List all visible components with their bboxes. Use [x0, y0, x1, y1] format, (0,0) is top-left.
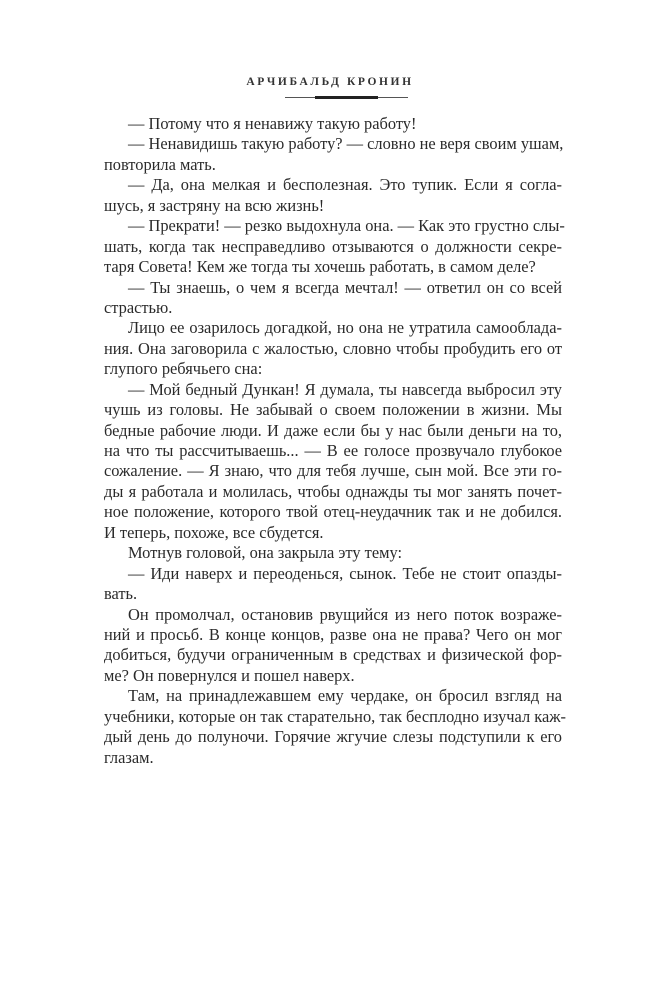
text-line: — Мой бедный Дункан! Я думала, ты навсегда выбросил эту	[128, 379, 562, 399]
text-line: ния. Она заговорила с жалостью, словно чтобы пробудить его от	[104, 338, 562, 358]
text-line: глазам.	[104, 747, 154, 767]
text-line: таря Совета! Кем же тогда ты хочешь работать, в самом деле?	[104, 257, 536, 277]
text-line: ме? Он повернулся и пошел наверх.	[104, 665, 355, 685]
text-line: — Прекрати! — резко выдохнула она. — Как это грустно слы-	[128, 216, 565, 236]
text-line: Лицо ее озарилось догадкой, но она не утратила самооблада-	[128, 318, 562, 338]
text-line: ний и просьб. В конце концов, разве она не права? Чего он мог	[104, 624, 562, 644]
text-line: сожаление. — Я знаю, что для тебя лучше, сын мой. Все эти го-	[104, 461, 562, 481]
header-rule-accent	[315, 96, 378, 99]
text-line: — Потому что я ненавижу такую работу!	[128, 114, 417, 133]
text-line: повторила мать.	[104, 154, 216, 174]
running-title: АРЧИБАЛЬД КРОНИН	[246, 76, 414, 88]
text-line: на что ты рассчитываешь... — В ее голосе прозвучало глубокое	[104, 441, 562, 460]
text-line: Он промолчал, остановив рвущийся из него поток возраже-	[128, 604, 562, 624]
text-line: — Ты знаешь, о чем я всегда мечтал! — ответил он со всей	[128, 277, 562, 297]
text-line: Мотнув головой, она закрыла эту тему:	[128, 543, 402, 563]
text-line: страстью.	[104, 297, 173, 317]
text-line: дый день до полуночи. Горячие жгучие слезы подступили к его	[104, 727, 562, 747]
text-line: шать, когда так несправедливо отзываются о должности секре-	[104, 236, 562, 256]
text-line: ды я работала и молилась, чтобы однажды ты мог занять почет-	[104, 481, 562, 501]
text-line: И теперь, похоже, все сбудется.	[104, 522, 324, 542]
text-line: глупого ребячьего сна:	[104, 359, 263, 379]
text-line: — Ненавидишь такую работу? — словно не веря своим ушам,	[128, 134, 564, 154]
text-line: бедные рабочие люди. И даже если бы у нас были деньги на то,	[104, 420, 562, 440]
text-line: — Да, она мелкая и бесполезная. Это тупик. Если я согла-	[128, 175, 562, 195]
text-line: вать.	[104, 584, 138, 604]
text-line: — Иди наверх и переоденься, сынок. Тебе не стоит опазды-	[128, 563, 562, 583]
text-line: чушь из головы. Не забывай о своем положении в жизни. Мы	[104, 400, 562, 420]
text-line: шусь, я застряну на всю жизнь!	[104, 195, 325, 215]
text-line: учебники, которые он так старательно, так бесплодно изучал каж-	[104, 706, 567, 726]
text-line: Там, на принадлежавшем ему чердаке, он бросил взгляд на	[128, 686, 562, 706]
page-body-text	[104, 114, 567, 768]
text-line: добиться, будучи ограниченным в средствах и физической фор-	[104, 645, 562, 665]
text-line: ное положение, которого твой отец-неудачник так и не добился.	[104, 502, 562, 522]
